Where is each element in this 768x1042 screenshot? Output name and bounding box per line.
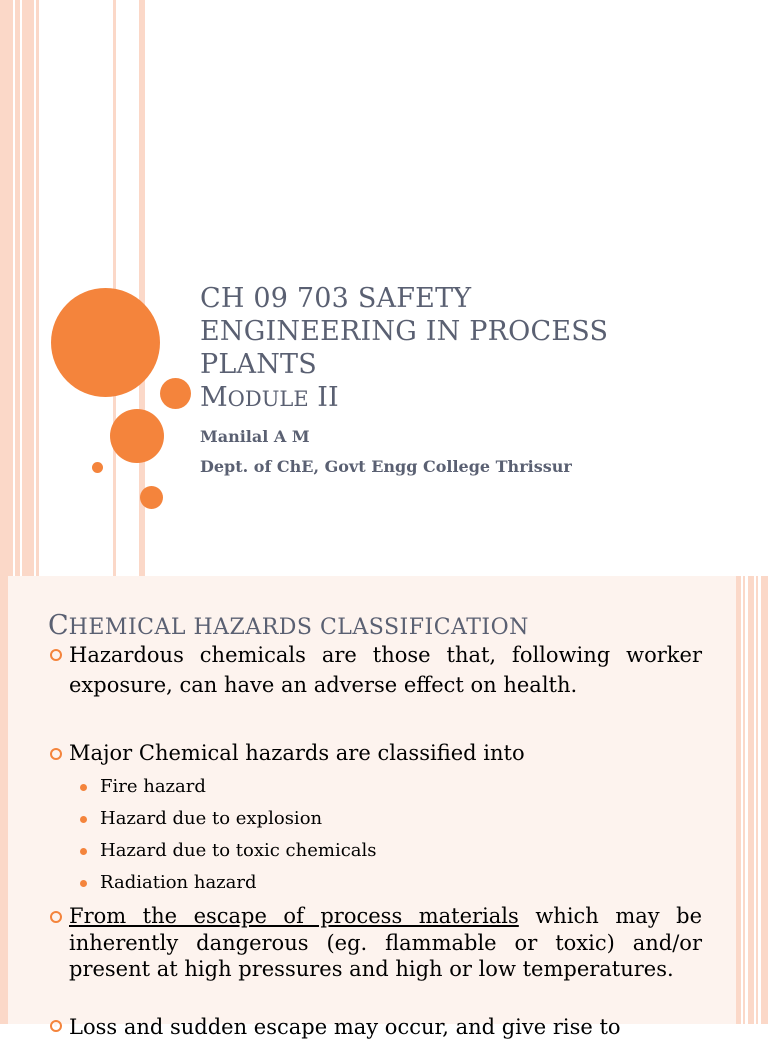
sub-item-fire: Fire hazard [100, 776, 206, 797]
sub-item-radiation: Radiation hazard [100, 872, 257, 893]
title-line-3: PLANTS [200, 349, 317, 380]
bullet-text-3 [69, 903, 702, 983]
slide-title [200, 282, 740, 381]
decorative-circle-dot [92, 462, 103, 473]
left-stripe [0, 576, 8, 1024]
bullet-ring-icon [50, 1020, 62, 1032]
bullet-ring-icon [50, 911, 62, 923]
decorative-circle-medium [110, 409, 164, 463]
underlined-phrase: From the escape of process materials [69, 904, 519, 928]
bullet-ring-icon [50, 748, 62, 760]
decorative-circle-small-2 [140, 486, 163, 509]
bullet-text-3-rest: which may be inherently dangerous (eg. flammable or toxic) and/or present at high pressures and high or low temperatures. [69, 904, 703, 981]
decorative-circle-large [51, 288, 160, 397]
decorative-stripes [0, 0, 150, 576]
bullet-ring-icon [50, 649, 62, 661]
bullet-text-1: Hazardous chemicals are those that, following worker exposure, can have an adverse effect on health. [69, 643, 702, 697]
sub-bullet-dot-icon [80, 880, 87, 887]
department-name: Dept. of ChE, Govt Engg College Thrissur [200, 457, 572, 476]
bullet-text-4-partial: Loss and sudden escape may occur, and give rise to [69, 1015, 621, 1039]
bullet-text-2: Major Chemical hazards are classified into [69, 741, 525, 765]
title-line-1: CH 09 703 SAFETY [200, 283, 472, 314]
title-block [200, 282, 740, 482]
sub-bullet-dot-icon [80, 848, 87, 855]
module-label: MODULE II [200, 382, 339, 413]
decorative-circle-small [160, 378, 191, 409]
author-name: Manilal A M [200, 427, 310, 446]
title-line-2: ENGINEERING IN PROCESS [200, 316, 609, 347]
sub-bullet-dot-icon [80, 784, 87, 791]
sub-bullet-dot-icon [80, 816, 87, 823]
slide-heading: CHEMICAL HAZARDS CLASSIFICATION [48, 610, 529, 641]
sub-item-explosion: Hazard due to explosion [100, 808, 323, 829]
sub-item-toxic: Hazard due to toxic chemicals [100, 840, 377, 861]
decorative-stripes-right [736, 576, 768, 1024]
content-slide [0, 576, 768, 1039]
